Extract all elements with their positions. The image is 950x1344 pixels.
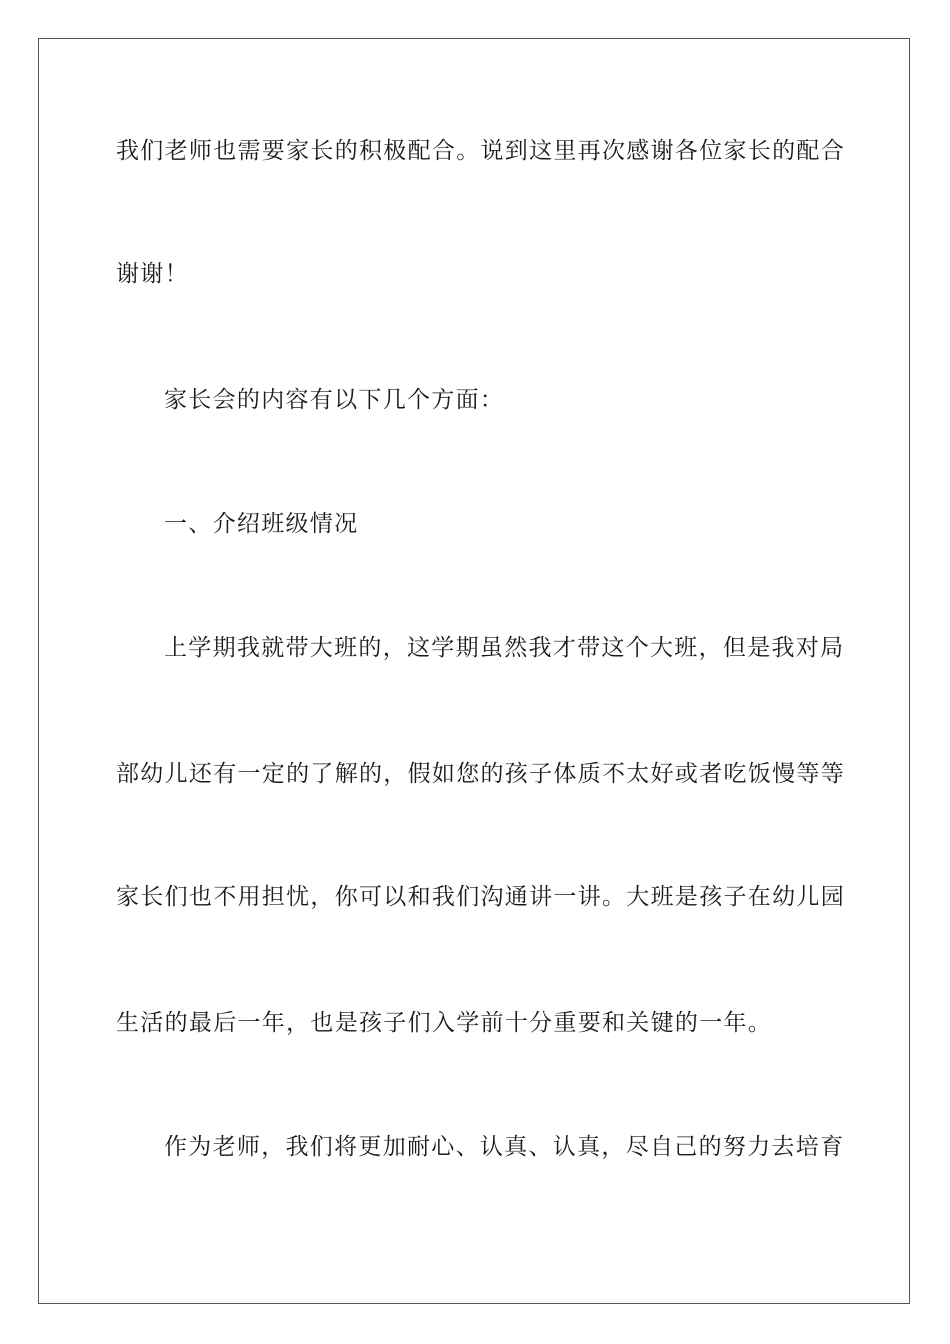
text-line-9: 作为老师，我们将更加耐心、认真、认真，尽自己的努力去培育 <box>164 1134 845 1160</box>
text-line-5: 上学期我就带大班的，这学期虽然我才带这个大班，但是我对局 <box>164 635 845 661</box>
text-line-7: 家长们也不用担忧，你可以和我们沟通讲一讲。大班是孩子在幼儿园 <box>116 884 845 910</box>
text-line-2: 谢谢！ <box>116 261 189 287</box>
text-line-8: 生活的最后一年，也是孩子们入学前十分重要和关键的一年。 <box>116 1010 773 1036</box>
section-heading: 一、介绍班级情况 <box>164 511 359 537</box>
page-border <box>38 38 910 1304</box>
text-line-1: 我们老师也需要家长的积极配合。说到这里再次感谢各位家长的配合 <box>116 138 845 164</box>
text-line-6: 部幼儿还有一定的了解的，假如您的孩子体质不太好或者吃饭慢等等 <box>116 761 845 787</box>
text-line-3: 家长会的内容有以下几个方面： <box>164 387 505 413</box>
